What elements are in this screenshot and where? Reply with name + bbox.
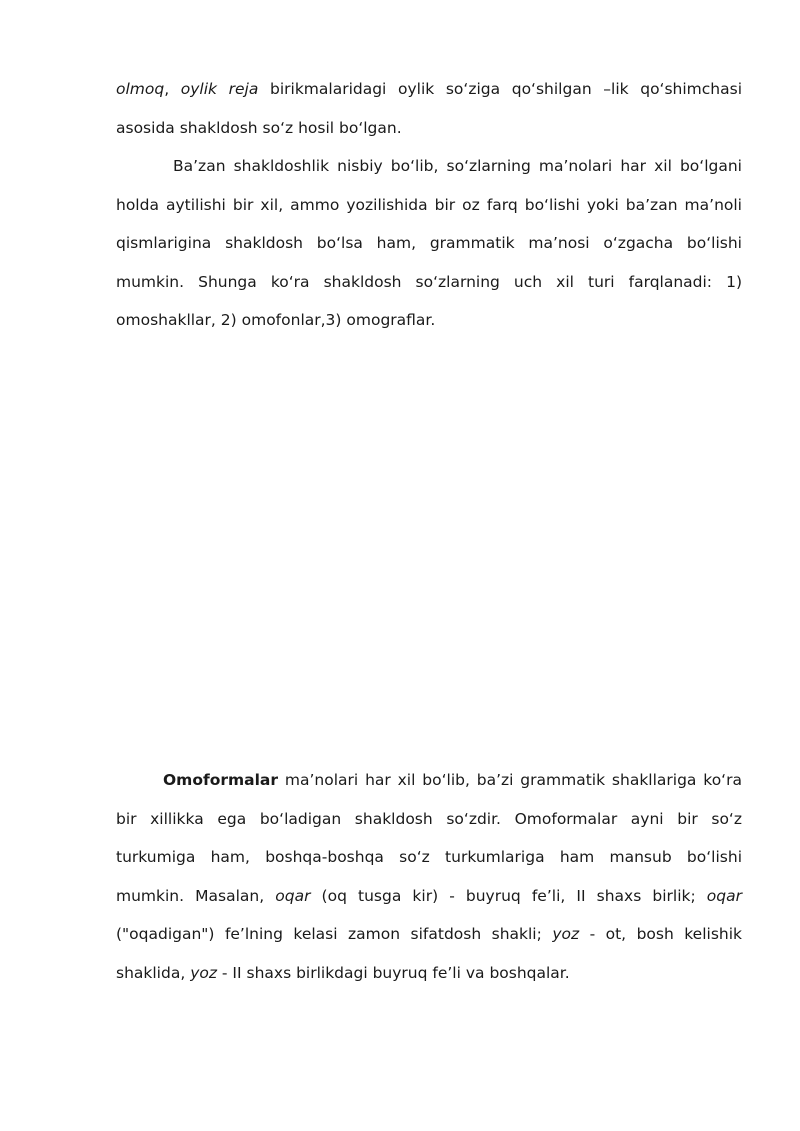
paragraph-text: ("oqadigan") fe’lning kelasi zamon sifatdosh shakli;: [116, 925, 553, 944]
example-oqar-1: oqar: [275, 886, 311, 905]
paragraph-text: (oq tusga kir) - buyruq fe’li, II shaxs birlik;: [310, 886, 707, 905]
example-oqar-2: oqar: [706, 886, 742, 905]
example-yoz-1: yoz: [552, 925, 580, 944]
paragraph-text: - ot, bosh kelishik shaklida,: [116, 925, 743, 982]
term-oylik-reja: oylik reja: [180, 80, 259, 98]
paragraph-homonym-suffix: [116, 70, 742, 147]
paragraph-text: Ba’zan shakldoshlik nisbiy bo‘lib, so‘zlarning ma’nolari har xil bo‘lgani holda aytilishi bir xil, ammo yozilishida bir oz farq bo‘lishi yoki ba’zan ma’noli qismlarigina shakldosh bo‘lsa ham, grammatik ma’nosi o‘zgacha bo‘lishi mumkin. Shunga ko‘ra shakldosh so‘zlarning uch xil turi farqlanadi: 1) omoshakllar, 2) omofonlar,3) omograflar.: [116, 157, 742, 330]
paragraph-omoformalar: [116, 761, 742, 993]
separator: ,: [164, 80, 181, 98]
term-omoformalar: Omoformalar: [163, 771, 279, 789]
example-yoz-2: yoz: [190, 963, 217, 982]
paragraph-relative-homonymy: [116, 147, 742, 340]
term-olmoq: olmoq: [116, 80, 165, 98]
paragraph-text: ma’nolari har xil bo‘lib, ba’zi grammatik shakllariga ko‘ra bir xillikka ega bo‘ladigan shakldosh so‘zdir. Omoformalar ayni bir so‘z turkumiga ham, boshqa-boshqa so‘z turkumlariga ham mansub bo‘lishi mumkin. Masalan,: [116, 771, 742, 905]
paragraph-text: - II shaxs birlikdagi buyruq fe’li va boshqalar.: [216, 963, 570, 982]
paragraph-text: birikmalaridagi oylik so‘ziga qo‘shilgan –lik qo‘shimchasi asosida shakldosh so‘z hosil bo‘lgan.: [116, 80, 743, 137]
